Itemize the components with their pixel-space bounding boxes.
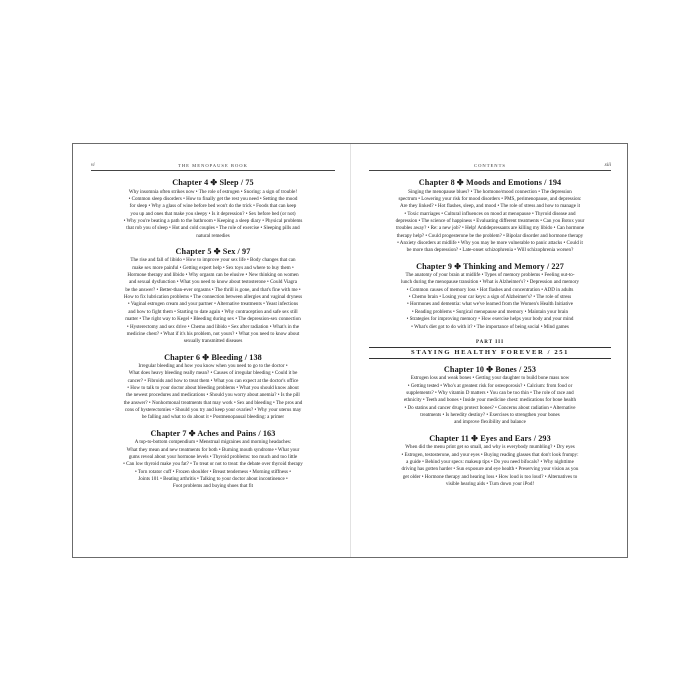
page-number-left: vi xyxy=(91,163,95,168)
topic-line: Hormone therapy and libido • Why orgasm can be elusive • New thinking on women xyxy=(127,272,299,279)
chapter-heading: Chapter 11 ✤ Eyes and Ears / 293 xyxy=(429,433,551,443)
chapter-topics xyxy=(91,363,335,422)
book-spread xyxy=(72,143,628,558)
chapter-entry xyxy=(369,261,611,331)
page-gutter xyxy=(350,144,351,557)
topic-line: be the answer? • Better-than-ever orgasms • The thrill is gone, and that's fine with me • xyxy=(125,286,301,293)
topic-line: the newest procedures and medications • Should you worry about anemia? • Is the pill xyxy=(126,392,300,399)
topic-line: medicine chest? • What if it's his problem, not yours? • What you need to know about xyxy=(126,330,300,337)
topic-line: What does heavy bleeding really mean? • Causes of irregular bleeding • Could it be xyxy=(128,370,298,377)
topic-line: When did the menu print get so small, and why is everybody mumbling? • Dry eyes xyxy=(405,444,575,451)
chapter-entry xyxy=(369,364,611,427)
topic-line: depression • The science of happiness • Evaluating different treatments • Can you Botox your xyxy=(395,217,585,224)
chapter-topics xyxy=(91,439,335,490)
chapter-heading: Chapter 6 ✤ Bleeding / 138 xyxy=(164,352,262,362)
topic-line: • Do statins and cancer drugs protect bones? • Concerns about radiation • Alternative xyxy=(404,404,576,411)
topic-line: for sleep • Why a glass of wine before bed won't do the trick • Foods that can keep xyxy=(129,203,297,210)
chapter-entry xyxy=(91,246,335,346)
topic-line: make sex more painful • Getting expert help • Sex toys and where to buy them • xyxy=(132,264,294,271)
topic-line: therapy help? • Could progesterone be the problem? • Bipolar disorder and hormone therapy xyxy=(396,232,584,239)
topic-line: and how to fight them • Starting to date again • Why contraception and safe sex still xyxy=(128,308,298,315)
topic-line: • Common causes of memory loss • Hot flashes and concentration • ADD in adults xyxy=(406,286,574,293)
chapter-entry xyxy=(91,352,335,422)
chapter-heading: Chapter 10 ✤ Bones / 253 xyxy=(443,364,537,374)
topic-line: Foot problems and buying shoes that fit xyxy=(172,483,254,490)
chapter-entry xyxy=(91,428,335,491)
topic-line: A top-to-bottom compendium • Menstrual migraines and morning headaches: xyxy=(134,439,292,446)
chapter-topics xyxy=(369,375,611,426)
topic-line: Irregular bleeding and how you know when you need to go to the doctor • xyxy=(138,363,288,370)
topic-line: you up and ones that make you sleepy • Is it depression? • Sex before bed (or not) xyxy=(130,210,296,217)
topic-line: that rob you of sleep • Hot and cold couples • The role of exercise • Sleeping pills and xyxy=(126,225,300,232)
right-page xyxy=(369,160,611,549)
topic-line: Singing the menopause blues? • The hormone/mood connection • The depression xyxy=(408,188,572,195)
topic-line: • Estrogen, testosterone, and your eyes • Buying reading glasses that don't look frumpy: xyxy=(401,451,579,458)
chapter-entry xyxy=(91,177,335,240)
chapter-heading: Chapter 8 ✤ Moods and Emotions / 194 xyxy=(418,178,562,187)
topic-line: cons of hysterectomies • Should you try and keep your ovaries? • Why your uterus may xyxy=(124,407,302,414)
topic-line: Why insomnia often strikes now • The role of estrogen • Snoring: a sign of trouble! xyxy=(128,188,298,195)
topic-line: be more than depression? • Late-onset schizophrenia • Will schizophrenia worsen? xyxy=(406,247,574,254)
topic-line: Are they linked? • Hot flashes, sleep, and mood • The role of stress and how to manage it xyxy=(399,203,581,210)
topic-line: a guide • Behind your specs: makeup tips • Do you need bifocals? • Why nighttime xyxy=(406,458,574,465)
running-head-title-left: THE MENOPAUSE BOOK xyxy=(178,163,248,168)
chapter-topics xyxy=(369,444,611,488)
topic-line: sexually transmitted diseases xyxy=(183,338,243,345)
topic-line: matter • The right way to Kegel • Bleeding during sex • The depression-sex connection xyxy=(125,316,301,323)
topic-line: and sexual dysfunction • What you need to know about testosterone • Could Viagra xyxy=(128,279,297,286)
right-chapter-list-a xyxy=(369,177,611,331)
topic-line: cancer? • Fibroids and how to treat them • What you can expect at the doctor's office xyxy=(127,377,299,384)
running-head-title-right: CONTENTS xyxy=(474,163,506,168)
topic-line: • Anxiety disorders at midlife • Why you may be more vulnerable to panic attacks • Could it xyxy=(397,239,583,246)
chapter-entry xyxy=(369,433,611,489)
chapter-topics xyxy=(91,189,335,240)
topic-line: treatments • Is heredity destiny? • Exercises to strengthen your bones xyxy=(420,412,560,419)
topic-line: get older • Hormone therapy and hearing loss • How loud is too loud? • Alternatives to xyxy=(402,473,578,480)
topic-line: visible hearing aids • Turn down your iPod! xyxy=(445,480,535,487)
topic-line: How to fix lubrication problems • The connection between allergies and vaginal dryness xyxy=(123,294,303,301)
topic-line: Joints 101 • Beating arthritis • Talking to your doctor about incontinence • xyxy=(138,476,288,482)
left-page xyxy=(91,160,335,549)
topic-line: lunch during the menopause transition • What is Alzheimer's? • Depression and memory xyxy=(400,279,580,286)
topic-line: spectrum • Lowering your risk for mood disorders • PMS, perimenopause, and depression: xyxy=(398,195,582,202)
right-chapter-list-b xyxy=(369,364,611,488)
topic-line: be falling and what to do about it • Postmenopausal bleeding: a primer xyxy=(141,414,285,421)
topic-line: The anatomy of your brain at midlife • Types of memory problems • Feeling out-to- xyxy=(405,272,575,279)
topic-line: natural remedies xyxy=(196,232,230,239)
topic-line: supplements? • Why vitamin D matters • You can be too thin • The role of race and xyxy=(406,390,574,397)
running-head-left xyxy=(91,160,335,171)
topic-line: the answer? • Nonhormonal treatments that may work • Sex and bleeding • The pros and xyxy=(123,399,303,406)
part-label: PART III xyxy=(475,339,505,345)
topic-line: • Getting tested • Who's at greatest risk for osteoporosis? • Calcium: from food or xyxy=(407,382,573,389)
topic-line: • Hysterectomy and sex drive • Chemo and libido • Sex after radiation • What's in the xyxy=(126,323,300,330)
topic-line: • What's diet got to do with it? • The importance of being social • Mind games xyxy=(411,323,569,330)
chapter-topics xyxy=(369,272,611,331)
topic-line: gums reveal about your hormone levels • Thyroid problems: too much and too little xyxy=(128,453,298,460)
topic-line: • Reading problems • Surgical menopause and memory • Maintain your brain xyxy=(411,308,569,315)
topic-line: The rise and fall of libido • How to improve your sex life • Body changes that can xyxy=(130,257,296,264)
topic-line: • Vaginal estrogen cream and your partner • Alternative treatments • Yeast infections xyxy=(127,301,299,308)
topic-line: • Chemo brain • Losing your car keys: a sign of Alzheimer's? • The role of stress xyxy=(408,294,572,301)
topic-line: and improve flexibility and balance xyxy=(454,419,526,426)
chapter-entry xyxy=(369,177,611,255)
topic-line: Estrogen loss and weak bones • Getting your daughter to build bone mass now xyxy=(410,375,570,382)
part-title: STAYING HEALTHY FOREVER / 251 xyxy=(369,347,611,359)
topic-line: driving has gotten harder • Sun exposure and eye health • Preserving your vision as you xyxy=(401,466,579,473)
topic-line: What they mean and new treatments for both • Burning mouth syndrome • What your xyxy=(126,446,300,453)
topic-line: • How to talk to your doctor about bleeding problems • What you should know about xyxy=(127,385,299,392)
topic-line: • Torn rotator cuff • Frozen shoulder • Breast tenderness • Morning stiffness • xyxy=(134,468,292,475)
topic-line: troubles away? • Re: a new job? • Help! Antidepressants are killing my libido • Can hormone xyxy=(395,225,585,232)
part-heading xyxy=(369,340,611,359)
topic-line: • Hormones and dementia: what we've learned from the Women's Health Initiative xyxy=(406,301,574,308)
left-chapter-list xyxy=(91,177,335,491)
chapter-heading: Chapter 9 ✤ Thinking and Memory / 227 xyxy=(416,261,564,271)
chapter-heading: Chapter 4 ✤ Sleep / 75 xyxy=(172,178,254,187)
topic-line: • Common sleep disorders • How to finally get the rest you need • Setting the mood xyxy=(128,195,298,202)
topic-line: • Can low thyroid make you fat? • To treat or not to treat: the debate over thyroid therapy xyxy=(123,461,303,468)
chapter-topics xyxy=(369,189,611,255)
chapter-heading: Chapter 7 ✤ Aches and Pains / 163 xyxy=(150,428,276,438)
chapter-heading: Chapter 5 ✤ Sex / 97 xyxy=(175,246,251,256)
topic-line: • Why you're beating a path to the bathroom • Keeping a sleep diary • Physical problems xyxy=(123,217,303,224)
running-head-right xyxy=(369,160,611,171)
page-number-right: xiii xyxy=(604,163,611,168)
topic-line: ethnicity • Teeth and bones • Inside your medicine chest: medications for bone health xyxy=(404,397,576,404)
chapter-topics xyxy=(91,257,335,345)
topic-line: • Strategies for improving memory • How exercise helps your body and your mind xyxy=(406,316,574,323)
topic-line: • Toxic marriages • Cultural influences on mood at menopause • Thyroid disease and xyxy=(404,210,576,217)
